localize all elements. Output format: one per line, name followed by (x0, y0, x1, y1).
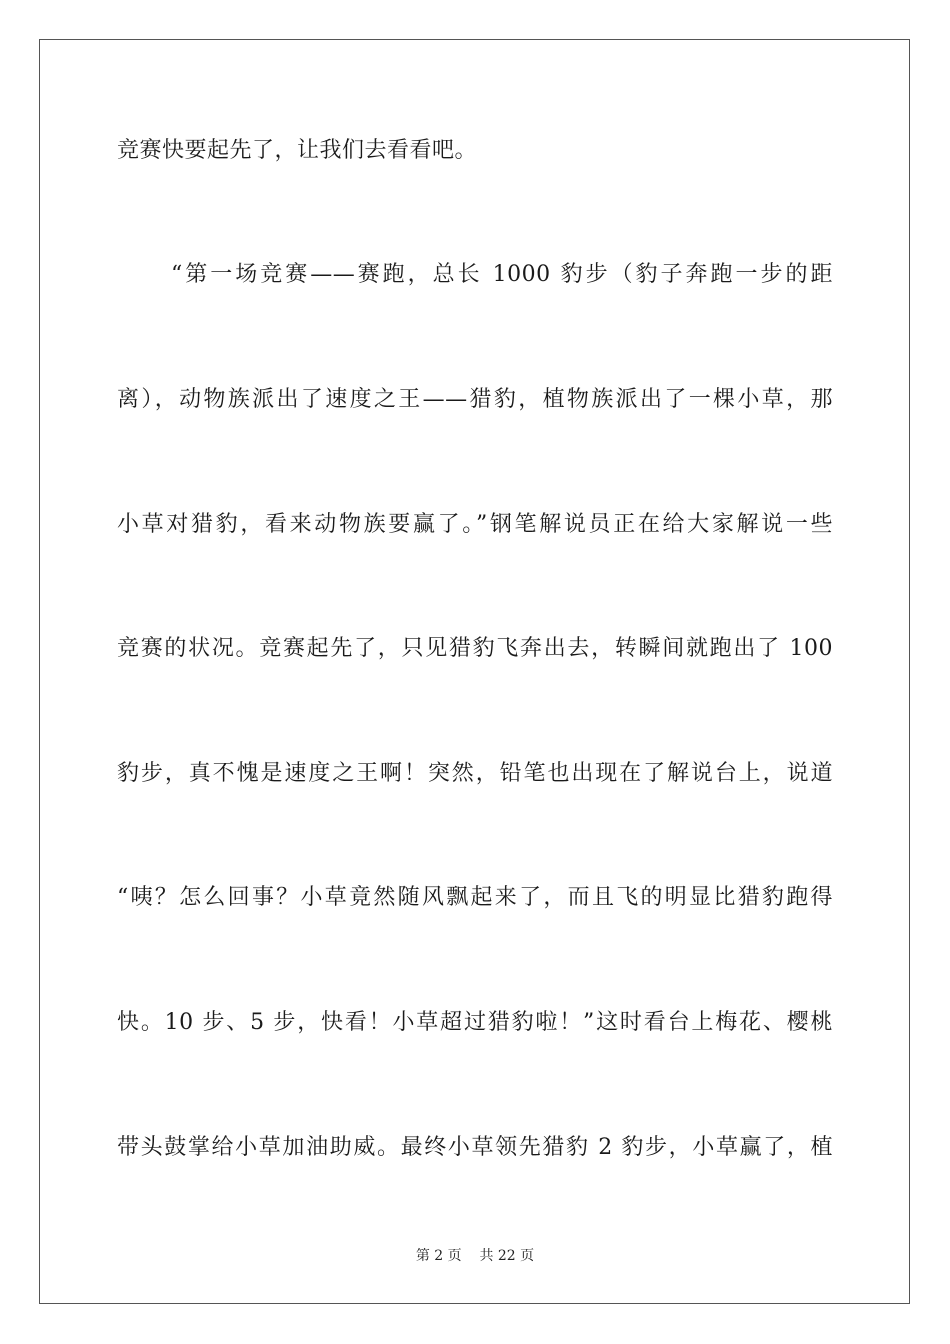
text-line-9: 带头鼓掌给小草加油助威。最终小草领先猎豹 2 豹步，小草赢了，植 (117, 1135, 833, 1160)
page-footer (0, 1247, 950, 1265)
text-line-5: 竞赛的状况。竞赛起先了，只见猎豹飞奔出去，转瞬间就跑出了 100 (117, 636, 833, 661)
text-line-4: 小草对猎豹，看来动物族要赢了。”钢笔解说员正在给大家解说一些 (117, 512, 833, 537)
text-line-1: 竞赛快要起先了，让我们去看看吧。 (117, 138, 478, 163)
page-number: 第 2 页 (415, 1248, 462, 1264)
text-line-7: “咦？怎么回事？小草竟然随风飘起来了，而且飞的明显比猎豹跑得 (117, 885, 833, 910)
text-line-6: 豹步，真不愧是速度之王啊！突然，铅笔也出现在了解说台上，说道 (117, 761, 833, 786)
text-line-2: “第一场竞赛——赛跑，总长 1000 豹步（豹子奔跑一步的距 (171, 262, 833, 287)
page-total: 共 22 页 (479, 1248, 535, 1264)
page-border (39, 39, 910, 1304)
text-line-8: 快。10 步、5 步，快看！小草超过猎豹啦！”这时看台上梅花、樱桃 (117, 1010, 833, 1035)
text-line-3: 离），动物族派出了速度之王——猎豹，植物族派出了一棵小草，那 (117, 387, 833, 412)
